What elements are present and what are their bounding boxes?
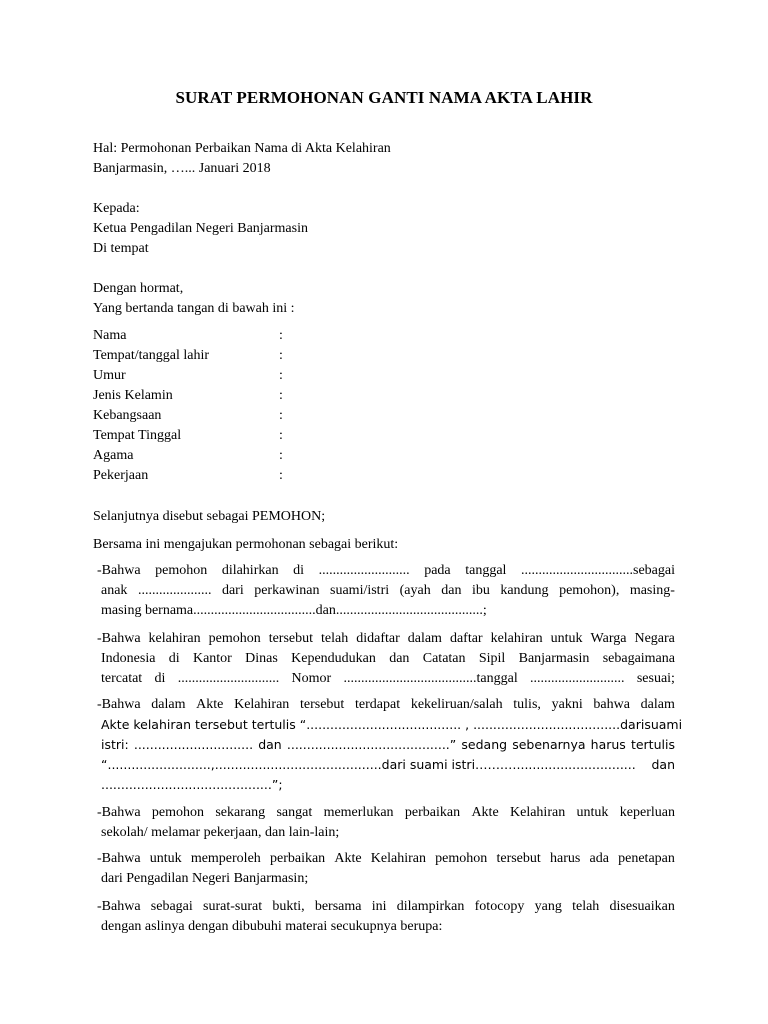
word: -Bahwa [97, 563, 141, 578]
recipient-line: Ketua Pengadilan Negeri Banjarmasin [93, 221, 308, 236]
word: dilahirkan [221, 563, 279, 578]
word: telah [321, 631, 349, 646]
word: “..........................,..........................................dari suami istri…….….............................. [101, 757, 636, 772]
word: pada [424, 563, 451, 578]
word: dalam [407, 631, 442, 646]
word: telah [572, 899, 600, 914]
word: ................................sebagai [521, 563, 675, 578]
word: ........................... [530, 671, 625, 686]
word: sebagaimana [602, 651, 675, 666]
point-1 [97, 561, 675, 621]
word: sebenarnya [512, 737, 586, 752]
field-row [93, 366, 283, 386]
word: di [168, 651, 180, 666]
word: ......................................tanggal [343, 671, 518, 686]
greeting-line: Dengan hormat, [93, 281, 184, 296]
field-colon: : [279, 448, 283, 463]
word: ..................... [137, 583, 212, 598]
point-6 [97, 897, 675, 937]
point-3-line-3 [97, 735, 675, 755]
word: untuk [550, 631, 583, 646]
word: sangat [276, 805, 313, 820]
field-label: Kebangsaan [93, 408, 162, 423]
word: dalam [151, 697, 186, 712]
field-label: Tempat Tinggal [93, 428, 182, 443]
word: Indonesia [101, 651, 156, 666]
word: Kelahiran [510, 805, 566, 820]
word: ini [371, 899, 387, 914]
word: kelahiran [148, 631, 201, 646]
field-colon: : [279, 388, 283, 403]
word: perbaikan [404, 805, 461, 820]
word: anak [101, 583, 128, 598]
word: dari [221, 583, 244, 598]
point-3-line-4 [97, 755, 675, 775]
word: Nomor [291, 671, 332, 686]
word: dari [620, 717, 645, 732]
field-label: Tempat/tanggal lahir [93, 348, 210, 363]
point-4 [97, 803, 675, 843]
point-6-line-1 [97, 897, 675, 917]
word: Kependudukan [291, 651, 376, 666]
word: -Bahwa [97, 899, 141, 914]
word: harus [590, 737, 626, 752]
field-row [93, 426, 283, 446]
word: bahwa [593, 697, 630, 712]
field-colon: : [279, 368, 283, 383]
point-3 [97, 695, 683, 795]
word: yakni [551, 697, 583, 712]
word: -Bahwa [97, 631, 141, 646]
point-5-line-1 [97, 849, 675, 869]
word: fotocopy [474, 899, 525, 914]
point-3-line-1 [97, 695, 675, 715]
point-1-line-3: masing bernama...................................dan..........................................; [101, 603, 487, 618]
word: Catatan [422, 651, 466, 666]
word: dan [441, 583, 462, 598]
kepada-label: Kepada: [93, 201, 140, 216]
field-row [93, 466, 283, 486]
word: perbaikan [269, 851, 326, 866]
point-3-line-5: ...........................................”; [101, 777, 283, 792]
point-1-line-2 [97, 581, 675, 601]
word: Akte [334, 851, 362, 866]
point-4-line-1 [97, 803, 675, 823]
word: ada [589, 851, 609, 866]
word: sedang [461, 737, 508, 752]
point-3-line-2 [97, 715, 683, 735]
word: dan [258, 737, 282, 752]
word: penetapan [618, 851, 675, 866]
word: tersebut [496, 851, 541, 866]
di-tempat-line: Di tempat [93, 241, 149, 256]
word: kelahiran [490, 631, 543, 646]
word: -Bahwa [97, 697, 141, 712]
word: surat-surat [203, 899, 263, 914]
word: .........................................” [286, 737, 457, 752]
field-row [93, 326, 283, 346]
word: Kelahiran [370, 851, 426, 866]
point-2-line-2 [97, 649, 675, 669]
point-2 [97, 629, 675, 689]
word: pemohon [435, 851, 488, 866]
word: Akte kelahiran tersebut tertulis “....................................... , ............................... [101, 717, 597, 732]
word: sebagai [150, 899, 193, 914]
word: pemohon [151, 805, 204, 820]
word: dan [389, 651, 410, 666]
word: tertulis [630, 737, 675, 752]
word: ibu [471, 583, 490, 598]
pemohon-line: Selanjutnya disebut sebagai PEMOHON; [93, 509, 326, 524]
word: bersama [314, 899, 362, 914]
word: Banjarmasin [518, 651, 590, 666]
word: di [293, 563, 305, 578]
intro-line: Yang bertanda tangan di bawah ini : [93, 301, 295, 316]
word: Negara [634, 631, 675, 646]
bersama-line: Bersama ini mengajukan permohonan sebagai berikut: [93, 537, 399, 552]
word: keperluan [619, 805, 675, 820]
point-1-line-1 [97, 561, 675, 581]
word: yang [534, 899, 562, 914]
word: kandung [500, 583, 549, 598]
word: tulis, [513, 697, 541, 712]
word: tersebut [300, 697, 345, 712]
word: pemohon), [559, 583, 620, 598]
word: didaftar [356, 631, 400, 646]
word: bukti, [272, 899, 305, 914]
field-colon: : [279, 428, 283, 443]
word: -Bahwa [97, 805, 141, 820]
field-label: Nama [93, 328, 127, 343]
field-row [93, 346, 283, 366]
word: Warga [590, 631, 627, 646]
word: Sipil [478, 651, 506, 666]
letter-title: SURAT PERMOHONAN GANTI NAMA AKTA LAHIR [175, 88, 593, 107]
field-colon: : [279, 408, 283, 423]
word: di [154, 671, 166, 686]
word: untuk [576, 805, 609, 820]
field-label: Jenis Kelamin [93, 388, 173, 403]
word: Akte [471, 805, 499, 820]
word: memerlukan [323, 805, 394, 820]
word: dan [651, 757, 675, 772]
point-5 [97, 849, 675, 889]
word: daftar [449, 631, 483, 646]
word: pemohon [155, 563, 208, 578]
word: Dinas [245, 651, 278, 666]
word: ............................. [177, 671, 280, 686]
word: terdapat [355, 697, 401, 712]
field-label: Agama [93, 448, 134, 463]
word: dalam [640, 697, 675, 712]
place-date-line: Banjarmasin, …... Januari 2018 [93, 161, 271, 176]
word: perkawinan [254, 583, 320, 598]
word: .......................... [318, 563, 410, 578]
word: disesuaikan [609, 899, 675, 914]
word: Kantor [192, 651, 232, 666]
word: tersebut [268, 631, 314, 646]
point-5-line-2: dari Pengadilan Negeri Banjarmasin; [101, 871, 309, 886]
word: .............................. [133, 737, 254, 752]
word: suami [644, 717, 683, 732]
word: -Bahwa [97, 851, 141, 866]
point-2-line-1 [97, 629, 675, 649]
word: kekeliruan/salah [410, 697, 503, 712]
word: dilampirkan [396, 899, 465, 914]
word: tanggal [465, 563, 507, 578]
point-2-line-3 [97, 669, 675, 689]
word: untuk [149, 851, 182, 866]
word: memperoleh [190, 851, 261, 866]
word: masing- [629, 583, 675, 598]
word: Akte [196, 697, 224, 712]
field-colon: : [279, 348, 283, 363]
word: (ayah [399, 583, 431, 598]
word: ...... [596, 717, 621, 732]
subject-line: Hal: Permohonan Perbaikan Nama di Akta Kelahiran [93, 141, 391, 156]
word: tercatat [101, 671, 143, 686]
word: istri: [101, 737, 129, 752]
field-row [93, 406, 283, 426]
field-colon: : [279, 468, 283, 483]
word: pemohon [208, 631, 261, 646]
field-row [93, 386, 283, 406]
word: sekarang [215, 805, 266, 820]
point-6-line-2: dengan aslinya dengan dibubuhi materai secukupnya berupa: [101, 919, 443, 934]
word: Kelahiran [234, 697, 290, 712]
field-row [93, 446, 283, 466]
word: suami/istri [330, 583, 390, 598]
point-4-line-2: sekolah/ melamar pekerjaan, dan lain-lain; [101, 825, 340, 840]
field-label: Umur [93, 368, 126, 383]
word: harus [549, 851, 581, 866]
word: sesuai; [636, 671, 675, 686]
field-label: Pekerjaan [93, 468, 149, 483]
field-colon: : [279, 328, 283, 343]
